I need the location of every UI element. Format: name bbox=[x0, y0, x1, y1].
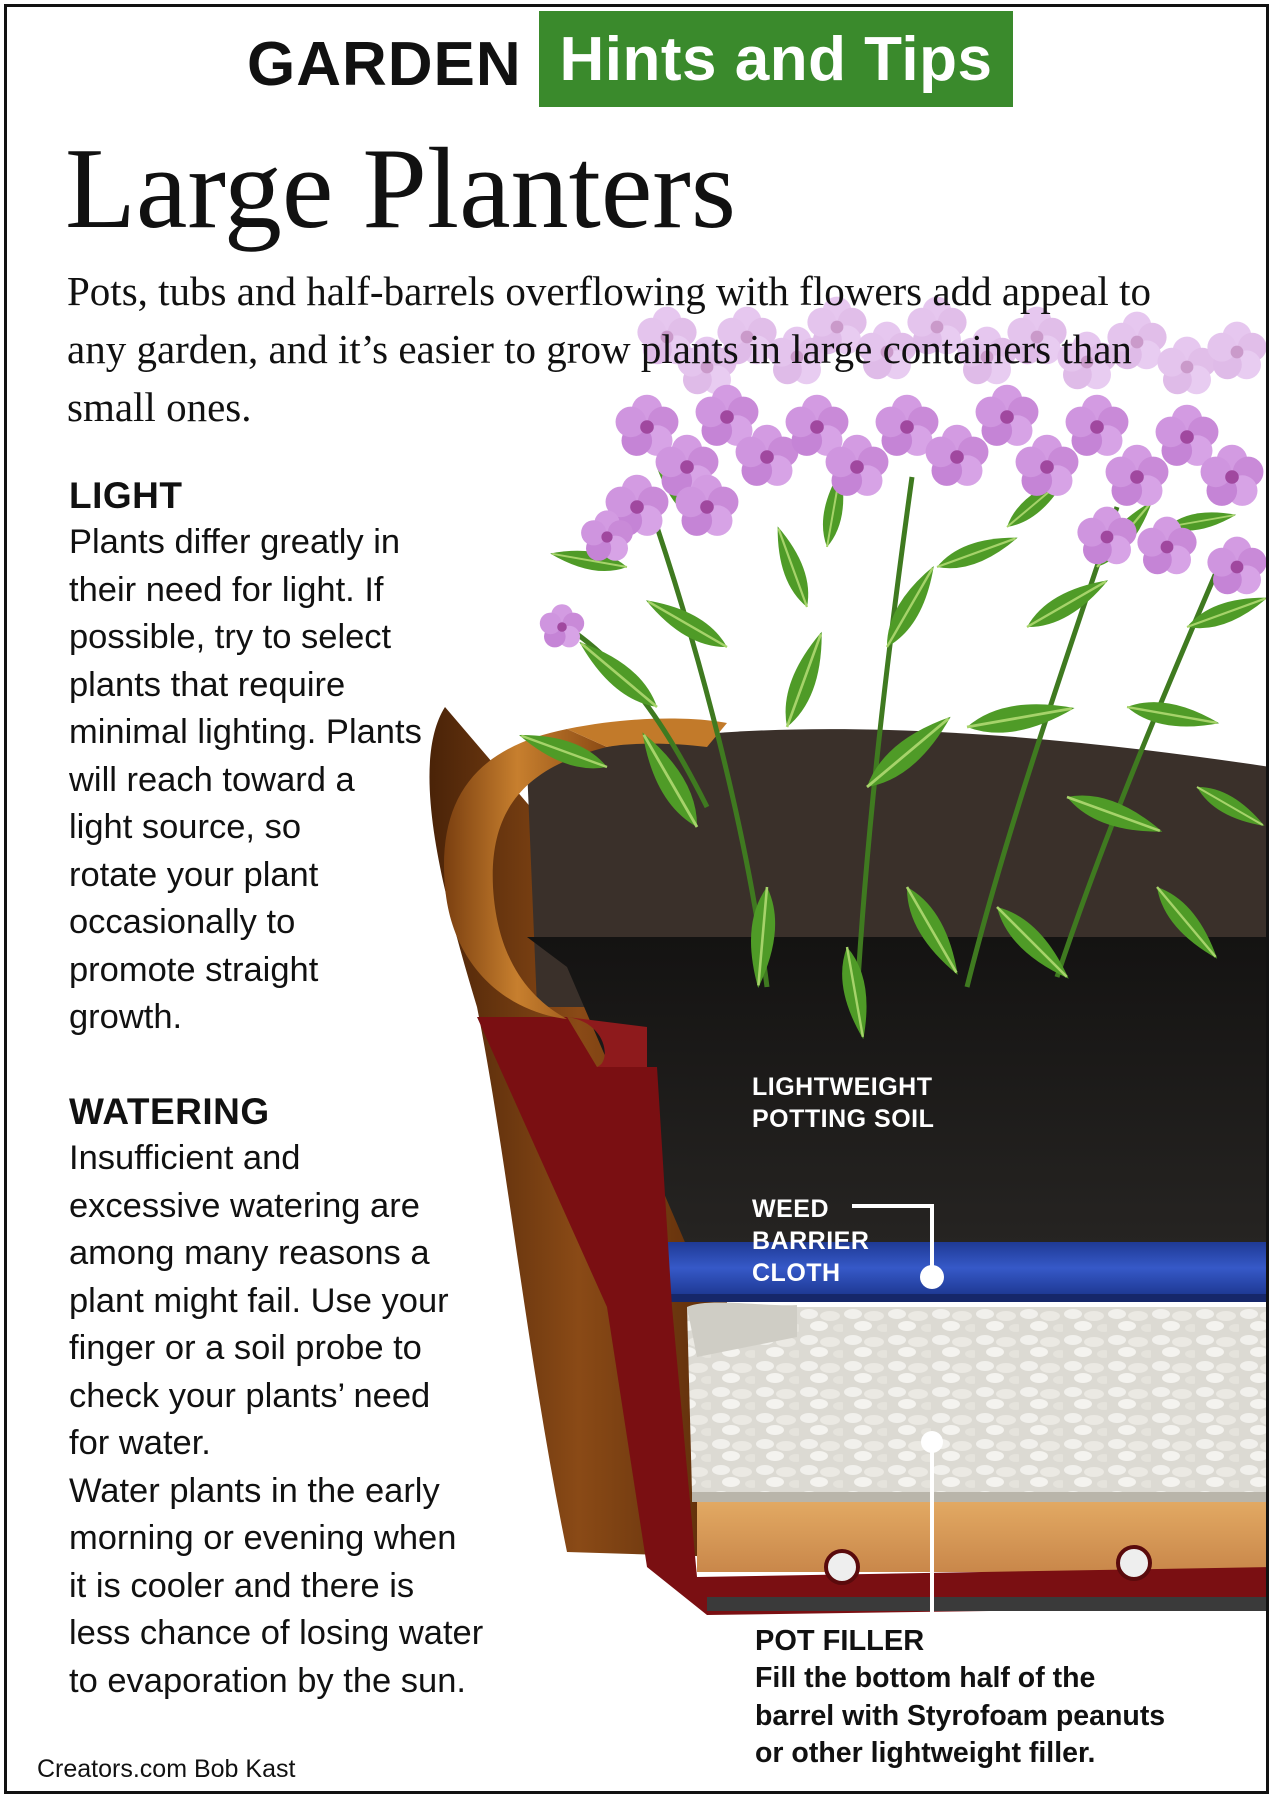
watering-heading: WATERING bbox=[69, 1091, 270, 1132]
text-line: will reach toward a bbox=[69, 760, 355, 799]
text-line: plants that require bbox=[69, 665, 346, 704]
text-line: Water plants in the early bbox=[69, 1471, 440, 1510]
text-line: plant might fail. Use your bbox=[69, 1281, 449, 1320]
text-line: it is cooler and there is bbox=[69, 1566, 415, 1605]
text-line: occasionally to bbox=[69, 903, 296, 941]
watering-body bbox=[69, 1135, 483, 1705]
pot-filler-description: Fill the bottom half of the barrel with Styrofoam peanuts or other lightweight filler. bbox=[755, 1662, 1166, 1769]
hints-banner: Hints and Tips bbox=[539, 11, 1013, 107]
text-line: among many reasons a bbox=[69, 1234, 430, 1272]
text-line: light source, so bbox=[69, 808, 302, 846]
text-line: growth. bbox=[69, 998, 183, 1036]
text-line: Plants differ greatly in bbox=[69, 523, 401, 561]
text-line: Insufficient and bbox=[69, 1139, 301, 1177]
text-line: to evaporation by the sun. bbox=[69, 1661, 467, 1700]
text-line: promote straight bbox=[69, 950, 319, 989]
section-label: GARDEN bbox=[247, 30, 522, 99]
weed-cloth-label: WEED BARRIER CLOTH bbox=[752, 1195, 870, 1287]
text-line: possible, try to select bbox=[69, 618, 392, 656]
text-line: morning or evening when bbox=[69, 1519, 457, 1557]
text-line: for water. bbox=[69, 1424, 211, 1462]
text-line: rotate your plant bbox=[69, 855, 319, 894]
text-line: minimal lighting. Plants bbox=[69, 713, 422, 751]
light-heading: LIGHT bbox=[69, 475, 183, 516]
infographic-frame bbox=[4, 4, 1269, 1794]
text-line: less chance of losing water bbox=[69, 1614, 484, 1652]
credit-line: Creators.com Bob Kast bbox=[37, 1755, 296, 1783]
intro-paragraph: Pots, tubs and half-barrels overflowing with flowers add appeal to any garden, and it’s easier to grow plants in large containers than small ones. bbox=[67, 268, 1151, 430]
text-line: check your plants’ need bbox=[69, 1376, 431, 1415]
pot-filler-title: POT FILLER bbox=[755, 1625, 925, 1657]
light-body bbox=[69, 519, 422, 1042]
text-line: excessive watering are bbox=[69, 1186, 420, 1225]
soil-label: LIGHTWEIGHT POTTING SOIL bbox=[752, 1073, 935, 1133]
page-title: Large Planters bbox=[65, 125, 737, 253]
text-line: finger or a soil probe to bbox=[69, 1329, 422, 1367]
text-line: their need for light. If bbox=[69, 570, 384, 609]
